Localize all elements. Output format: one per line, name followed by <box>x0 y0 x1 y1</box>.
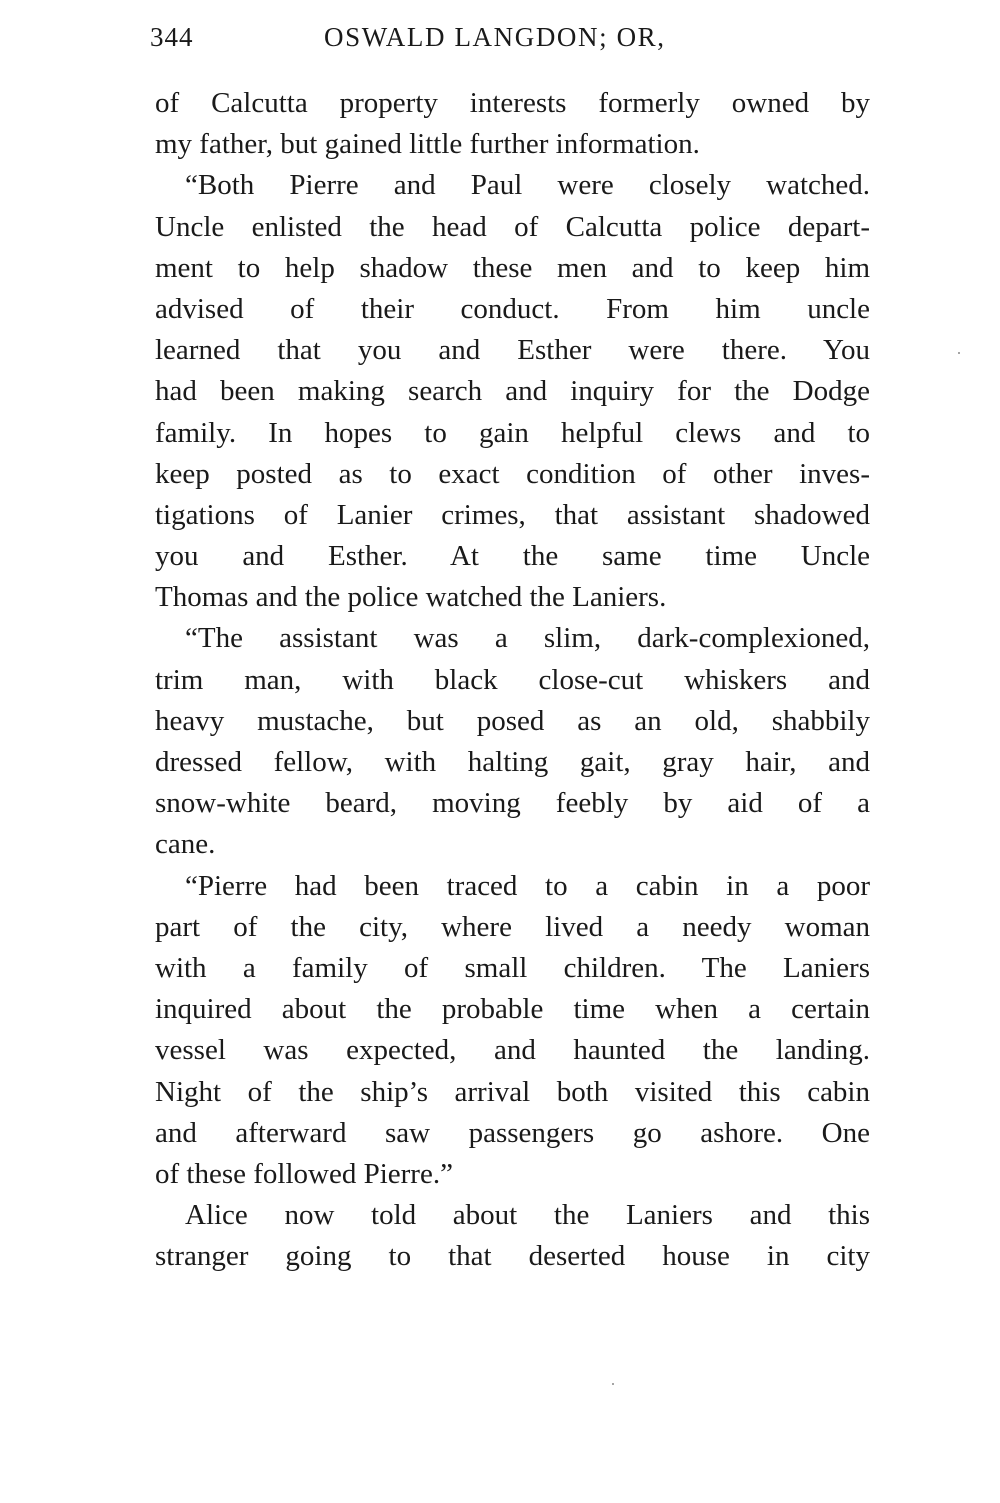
text-line: family. In hopes to gain helpful clews and to <box>155 416 870 449</box>
text-line: had been making search and inquiry for the Dodge <box>155 375 870 408</box>
text-line: cane. <box>155 828 216 861</box>
page-number: 344 <box>150 22 194 52</box>
text-line: “Pierre had been traced to a cabin in a poor <box>185 869 870 902</box>
text-line: of these followed Pierre.” <box>155 1157 453 1190</box>
body-text <box>155 83 870 1277</box>
text-line: ment to help shadow these men and to keep him <box>155 251 870 284</box>
text-line: you and Esther. At the same time Uncle <box>155 540 870 573</box>
text-line: keep posted as to exact condition of other inves- <box>155 457 870 490</box>
running-title: OSWALD LANGDON; OR, <box>324 22 666 52</box>
text-line: heavy mustache, but posed as an old, shabbily <box>155 704 870 737</box>
text-line: Uncle enlisted the head of Calcutta police depart- <box>155 210 870 243</box>
text-line: learned that you and Esther were there. You <box>155 334 870 367</box>
running-head <box>150 22 870 62</box>
text-line: tigations of Lanier crimes, that assistant shadowed <box>155 498 870 531</box>
text-line: inquired about the probable time when a certain <box>155 993 870 1026</box>
text-line: with a family of small children. The Laniers <box>155 951 870 984</box>
text-line: trim man, with black close-cut whiskers and <box>155 663 870 696</box>
text-line: of Calcutta property interests formerly owned by <box>155 87 870 119</box>
text-line: snow-white beard, moving feebly by aid of a <box>155 787 870 820</box>
text-line: Alice now told about the Laniers and this <box>185 1199 870 1232</box>
text-line: “The assistant was a slim, dark-complexioned, <box>185 622 870 655</box>
text-line: part of the city, where lived a needy woman <box>155 910 870 943</box>
paper-speck <box>612 1383 614 1385</box>
text-line: “Both Pierre and Paul were closely watched. <box>185 169 870 202</box>
text-line: my father, but gained little further information. <box>155 128 700 161</box>
paper-speck <box>958 352 960 354</box>
text-line: Night of the ship’s arrival both visited this cabin <box>155 1075 870 1108</box>
text-line: advised of their conduct. From him uncle <box>155 292 870 325</box>
text-line: stranger going to that deserted house in city <box>155 1240 870 1273</box>
text-line: dressed fellow, with halting gait, gray hair, and <box>155 746 870 778</box>
text-line: vessel was expected, and haunted the landing. <box>155 1034 870 1067</box>
text-line: Thomas and the police watched the Laniers. <box>155 581 667 614</box>
text-line: and afterward saw passengers go ashore. One <box>155 1116 870 1149</box>
